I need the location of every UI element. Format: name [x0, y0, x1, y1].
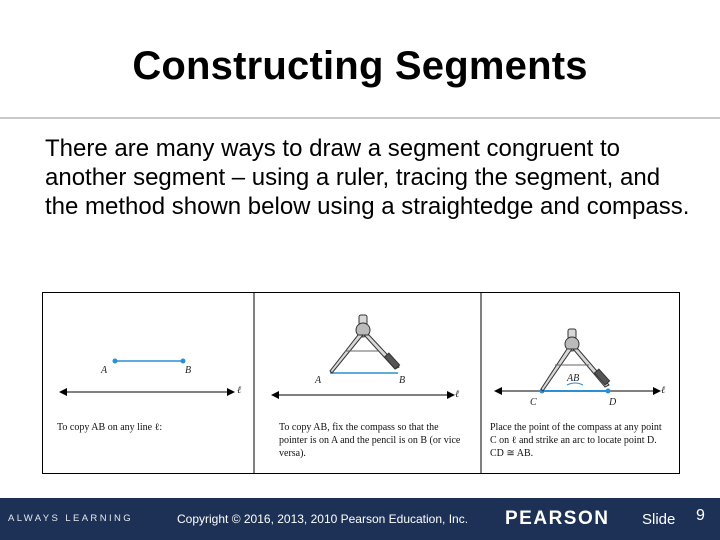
- panel1-drawing: [63, 359, 241, 397]
- body-text: There are many ways to draw a segment congruent to another segment – using a ruler, tracing the segment, and the method shown below using a straightedge and compass.: [45, 135, 690, 220]
- label-b: B: [399, 375, 406, 386]
- compass-icon: [330, 315, 400, 373]
- slide-title: Constructing Segments: [132, 44, 588, 88]
- panel3-drawing: [498, 329, 665, 408]
- construction-figure: [42, 292, 680, 474]
- label-c: C: [530, 397, 537, 408]
- label-l: ℓ: [237, 385, 242, 396]
- point-d: [606, 389, 611, 394]
- label-a: A: [101, 365, 108, 376]
- footer-tagline: ALWAYS LEARNING: [8, 513, 134, 524]
- pearson-logo: PEARSON: [505, 508, 610, 529]
- panel1-caption: To copy AB on any line ℓ:: [57, 422, 163, 433]
- label-ab: AB: [567, 373, 580, 384]
- panel2-drawing: [275, 315, 459, 400]
- slide-label: Slide: [642, 511, 676, 528]
- title-divider: [0, 117, 720, 119]
- footer-bar: [0, 498, 720, 540]
- point-b: [181, 359, 186, 364]
- label-a: A: [315, 375, 322, 386]
- label-b: B: [185, 365, 192, 376]
- footer-copyright: Copyright © 2016, 2013, 2010 Pearson Education, Inc.: [177, 512, 469, 526]
- slide-number: 9: [696, 507, 705, 524]
- label-l: ℓ: [661, 385, 666, 396]
- point-a: [113, 359, 118, 364]
- panel2-caption: To copy AB, fix the compass so that the pointer is on A and the pencil is on B (or vice versa).: [279, 422, 461, 459]
- panel3-caption: Place the point of the compass at any point C on ℓ and strike an arc to locate point D. CD ≅ AB.: [490, 422, 662, 459]
- label-d: D: [609, 397, 617, 408]
- label-l: ℓ: [455, 389, 460, 400]
